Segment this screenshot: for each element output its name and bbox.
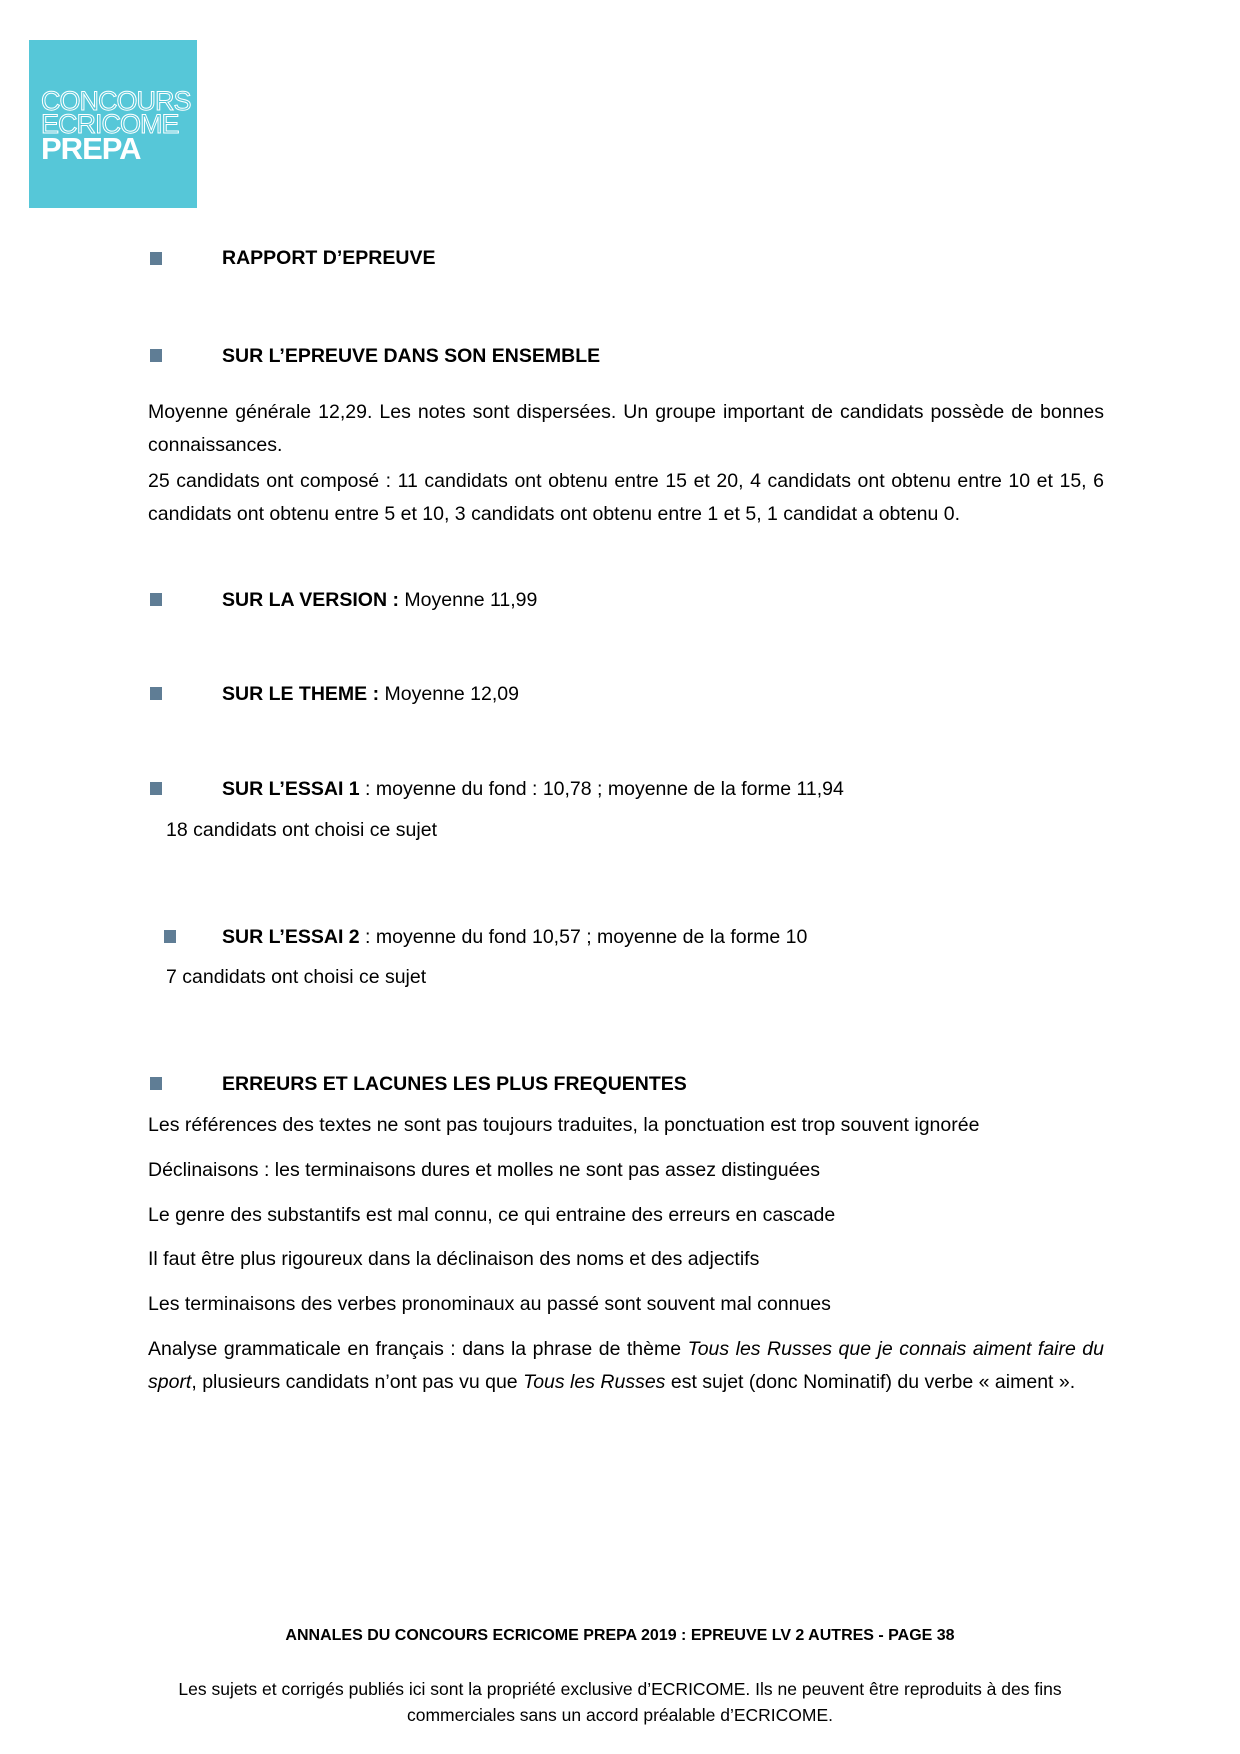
- logo-line-concours: CONCOURS: [41, 86, 191, 116]
- ensemble-paragraph-1: Moyenne générale 12,29. Les notes sont dispersées. Un groupe important de candidats possède de bonnes connaissances.: [148, 401, 1104, 456]
- square-bullet-icon: [150, 687, 162, 700]
- essai2-averages: : moyenne du fond 10,57 ; moyenne de la forme 10: [359, 926, 808, 948]
- square-bullet-icon: [150, 1077, 162, 1090]
- analyse-text-1: Analyse grammaticale en français : dans la phrase de thème: [148, 1338, 688, 1360]
- essai2-heading: SUR L’ESSAI 2: [222, 926, 360, 948]
- square-bullet-icon: [150, 252, 162, 265]
- essai1-note: 18 candidats ont choisi ce sujet: [166, 819, 438, 841]
- version-heading: SUR LA VERSION :: [222, 589, 399, 611]
- rapport-heading: RAPPORT D’EPREUVE: [222, 247, 436, 269]
- erreur-item: Le genre des substantifs est mal connu, ce qui entraine des erreurs en cascade: [148, 1204, 836, 1226]
- analyse-paragraph: [148, 1333, 1104, 1398]
- footer-title: ANNALES DU CONCOURS ECRICOME PREPA 2019 : EPREUVE LV 2 AUTRES - PAGE 38: [285, 1627, 955, 1644]
- ensemble-paragraph-2: 25 candidats ont composé : 11 candidats ont obtenu entre 15 et 20, 4 candidats ont obtenu entre 10 et 15, 6 candidats ont obtenu entre 5 et 10, 3 candidats ont obtenu entre 1 et 5, 1 candidat a obtenu 0.: [148, 470, 1104, 525]
- version-line: [222, 584, 537, 616]
- logo-line-prepa: PREPA: [41, 131, 141, 166]
- analyse-text-2: , plusieurs candidats n’ont pas vu que: [191, 1370, 524, 1393]
- theme-line: [222, 678, 519, 710]
- essai1-averages: : moyenne du fond : 10,78 ; moyenne de la forme 11,94: [359, 778, 844, 800]
- essai1-line: [222, 773, 844, 805]
- essai1-heading: SUR L’ESSAI 1: [222, 778, 360, 800]
- erreurs-heading: ERREURS ET LACUNES LES PLUS FREQUENTES: [222, 1073, 687, 1095]
- analyse-text-3: est sujet (donc Nominatif) du verbe « aiment ».: [665, 1370, 1076, 1393]
- erreur-item: Les terminaisons des verbes pronominaux au passé sont souvent mal connues: [148, 1293, 831, 1315]
- ensemble-heading: SUR L’EPREUVE DANS SON ENSEMBLE: [222, 345, 601, 367]
- essai2-line: [222, 921, 807, 953]
- ecricome-logo: [29, 40, 197, 208]
- square-bullet-icon: [150, 349, 162, 362]
- erreur-item: Déclinaisons : les terminaisons dures et molles ne sont pas assez distinguées: [148, 1159, 821, 1181]
- analyse-italic-sentence: Tous les Russes que je connais aiment faire du sport: [148, 1338, 1105, 1393]
- erreur-item: Il faut être plus rigoureux dans la déclinaison des noms et des adjectifs: [148, 1248, 760, 1270]
- footer-note: Les sujets et corrigés publiés ici sont la propriété exclusive d’ECRICOME. Ils ne peuvent être reproduits à des fins commerciales sans un accord préalable d’ECRICOME.: [178, 1679, 1062, 1725]
- square-bullet-icon: [150, 782, 162, 795]
- square-bullet-icon: [150, 593, 162, 606]
- theme-average: Moyenne 12,09: [379, 683, 519, 705]
- analyse-italic-subject: Tous les Russes: [523, 1370, 666, 1393]
- square-bullet-icon: [164, 930, 176, 943]
- theme-heading: SUR LE THEME :: [222, 683, 380, 705]
- logo-line-ecricome: ECRICOME: [41, 109, 179, 139]
- erreur-item: Les références des textes ne sont pas toujours traduites, la ponctuation est trop souvent ignorée: [148, 1114, 980, 1136]
- version-average: Moyenne 11,99: [398, 589, 538, 611]
- essai2-note: 7 candidats ont choisi ce sujet: [166, 966, 427, 988]
